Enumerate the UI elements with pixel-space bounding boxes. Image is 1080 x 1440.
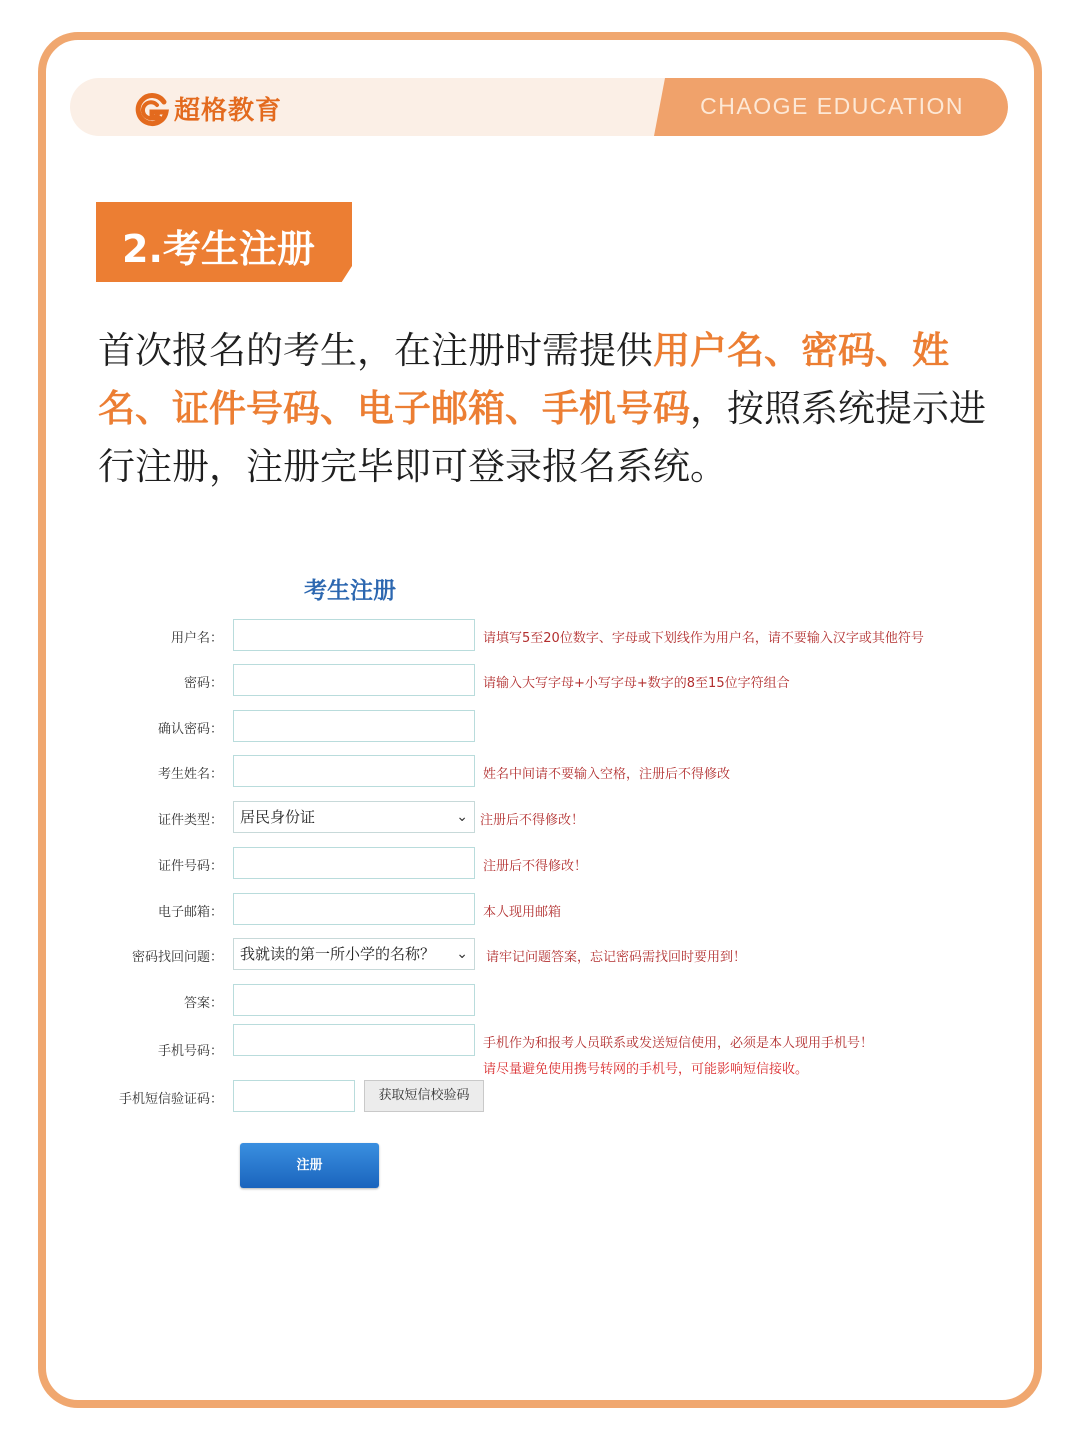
security-question-hint: 请牢记问题答案，忘记密码需找回时要用到！ <box>486 950 747 965</box>
name-hint: 姓名中间请不要输入空格，注册后不得修改 <box>483 767 731 782</box>
intro-text-1: 首次报名的考生，在注册时需提供 <box>98 329 653 372</box>
confirm-password-input[interactable] <box>233 710 475 742</box>
username-input[interactable] <box>233 619 475 651</box>
password-input[interactable] <box>233 664 475 696</box>
password-label: 密码： <box>183 676 223 691</box>
id-type-value: 居民身份证 <box>240 808 316 826</box>
brand-english-name: CHAOGE EDUCATION <box>700 93 964 119</box>
form-title: 考生注册 <box>304 578 396 604</box>
intro-paragraph <box>98 322 998 496</box>
intro-highlight: 用户名、密码、姓名、证件号码、电子邮箱、手机号码 <box>98 329 949 430</box>
phone-input[interactable] <box>233 1024 475 1056</box>
get-sms-code-button[interactable]: 获取短信校验码 <box>364 1080 484 1112</box>
register-button[interactable]: 注册 <box>240 1143 379 1188</box>
password-hint: 请输入大写字母+小写字母+数字的8至15位字符组合 <box>483 676 790 691</box>
email-hint: 本人现用邮箱 <box>483 905 562 920</box>
security-question-value: 我就读的第一所小学的名称？ <box>240 945 436 963</box>
username-label: 用户名： <box>170 631 223 646</box>
brand-logo-icon <box>134 92 170 128</box>
security-question-select[interactable] <box>233 938 475 970</box>
security-question-label: 密码找回问题： <box>131 950 223 965</box>
phone-hint: 手机作为和报考人员联系或发送短信使用，必须是本人现用手机号！ <box>483 1036 874 1051</box>
id-number-hint: 注册后不得修改！ <box>483 859 588 874</box>
brand-name: 超格教育 <box>174 96 283 126</box>
id-number-label: 证件号码： <box>157 859 223 874</box>
chevron-down-icon: ⌄ <box>456 946 468 962</box>
name-label: 考生姓名： <box>157 767 223 782</box>
phone-warning: 请尽量避免使用携号转网的手机号，可能影响短信接收。 <box>483 1062 809 1077</box>
name-input[interactable] <box>233 755 475 787</box>
intro-text-2: ，按照系统提示进行注册，注册完毕即可登录报名系统。 <box>98 387 986 488</box>
id-type-select[interactable] <box>233 801 475 833</box>
email-input[interactable] <box>233 893 475 925</box>
id-number-input[interactable] <box>233 847 475 879</box>
answer-input[interactable] <box>233 984 475 1016</box>
username-hint: 请填写5至20位数字、字母或下划线作为用户名，请不要输入汉字或其他符号 <box>483 631 924 646</box>
id-type-label: 证件类型： <box>157 813 223 828</box>
answer-label: 答案： <box>183 996 223 1011</box>
sms-code-input[interactable] <box>233 1080 355 1112</box>
email-label: 电子邮箱： <box>157 905 223 920</box>
id-type-hint: 注册后不得修改！ <box>480 813 585 828</box>
section-title: 2.考生注册 <box>122 227 315 271</box>
chevron-down-icon: ⌄ <box>456 809 468 825</box>
confirm-password-label: 确认密码： <box>157 722 223 737</box>
sms-code-label: 手机短信验证码： <box>118 1092 223 1107</box>
phone-label: 手机号码： <box>157 1044 223 1059</box>
